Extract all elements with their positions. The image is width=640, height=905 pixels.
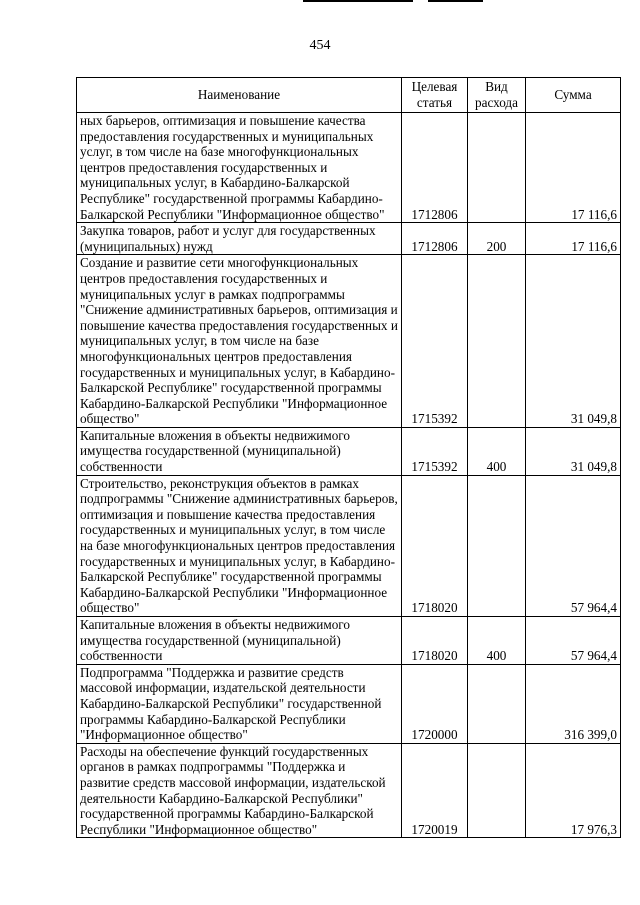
row-sum: 57 964,4 (526, 475, 621, 616)
row-sum: 17 976,3 (526, 743, 621, 838)
row-target-code: 1715392 (402, 427, 468, 475)
table-row (77, 113, 621, 223)
row-name: Закупка товаров, работ и услуг для государственных (муниципальных) нужд (77, 223, 402, 255)
row-name: ных барьеров, оптимизация и повышение качества предоставления государственных и муниципальных услуг, в том числе на базе многофункциональных центров предоставления государственных и муниципальных услуг, в Кабардино-Балкарской Республике" государственной программы Кабардино-Балкарской Республики "Информационное общество" (77, 113, 402, 223)
row-target-code: 1718020 (402, 617, 468, 665)
top-rule-right (428, 0, 483, 2)
row-name: Создание и развитие сети многофункциональных центров предоставления государственных и муниципальных услуг в рамках подпрограммы "Снижение административных барьеров, оптимизация и повышение качества предоставления государственных и муниципальных услуг, в том числе на базе многофункциональных центров предоставления государственных и муниципальных услуг, в Кабардино-Балкарской Республике" государственной программы Кабардино-Балкарской Республики "Информационное общество" (77, 255, 402, 428)
row-name: Подпрограмма "Поддержка и развитие средств массовой информации, издательской деятельности Кабардино-Балкарской Республики" государственной программы Кабардино-Балкарской Республики "Информационное общество" (77, 664, 402, 743)
header-kind: Вид расхода (468, 78, 526, 113)
page-number: 454 (309, 38, 331, 53)
row-sum: 17 116,6 (526, 223, 621, 255)
row-name: Расходы на обеспечение функций государственных органов в рамках подпрограммы "Поддержка и развитие средств массовой информации, издательской деятельности Кабардино-Балкарской Республики" государственной программы Кабардино-Балкарской Республики "Информационное общество" (77, 743, 402, 838)
row-target-code: 1712806 (402, 223, 468, 255)
top-rule-left (303, 0, 413, 2)
header-row (77, 78, 621, 113)
row-expense-kind (468, 743, 526, 838)
header-name: Наименование (77, 78, 402, 113)
table-row (77, 617, 621, 665)
header-sum: Сумма (526, 78, 621, 113)
row-sum: 17 116,6 (526, 113, 621, 223)
table-row (77, 475, 621, 616)
table-row (77, 664, 621, 743)
row-expense-kind (468, 255, 526, 428)
row-target-code: 1718020 (402, 475, 468, 616)
row-name: Капитальные вложения в объекты недвижимого имущества государственной (муниципальной) собственности (77, 617, 402, 665)
row-expense-kind: 200 (468, 223, 526, 255)
table-row (77, 743, 621, 838)
row-sum: 316 399,0 (526, 664, 621, 743)
row-sum: 31 049,8 (526, 427, 621, 475)
table-row (77, 223, 621, 255)
row-expense-kind (468, 113, 526, 223)
row-name: Строительство, реконструкция объектов в рамках подпрограммы "Снижение административных барьеров, оптимизация и повышение качества предоставления государственных и муниципальных услуг, в том числе на базе многофункциональных центров предоставления государственных и муниципальных услуг, в Кабардино-Балкарской Республике" государственной программы Кабардино-Балкарской Республики "Информационное общество" (77, 475, 402, 616)
table-row (77, 427, 621, 475)
row-target-code: 1712806 (402, 113, 468, 223)
row-target-code: 1720000 (402, 664, 468, 743)
row-target-code: 1720019 (402, 743, 468, 838)
row-expense-kind (468, 475, 526, 616)
row-expense-kind: 400 (468, 427, 526, 475)
row-sum: 31 049,8 (526, 255, 621, 428)
row-expense-kind (468, 664, 526, 743)
row-sum: 57 964,4 (526, 617, 621, 665)
header-target: Целевая статья (402, 78, 468, 113)
row-name: Капитальные вложения в объекты недвижимого имущества государственной (муниципальной) собственности (77, 427, 402, 475)
budget-table (76, 77, 621, 838)
row-expense-kind: 400 (468, 617, 526, 665)
row-target-code: 1715392 (402, 255, 468, 428)
table-row (77, 255, 621, 428)
